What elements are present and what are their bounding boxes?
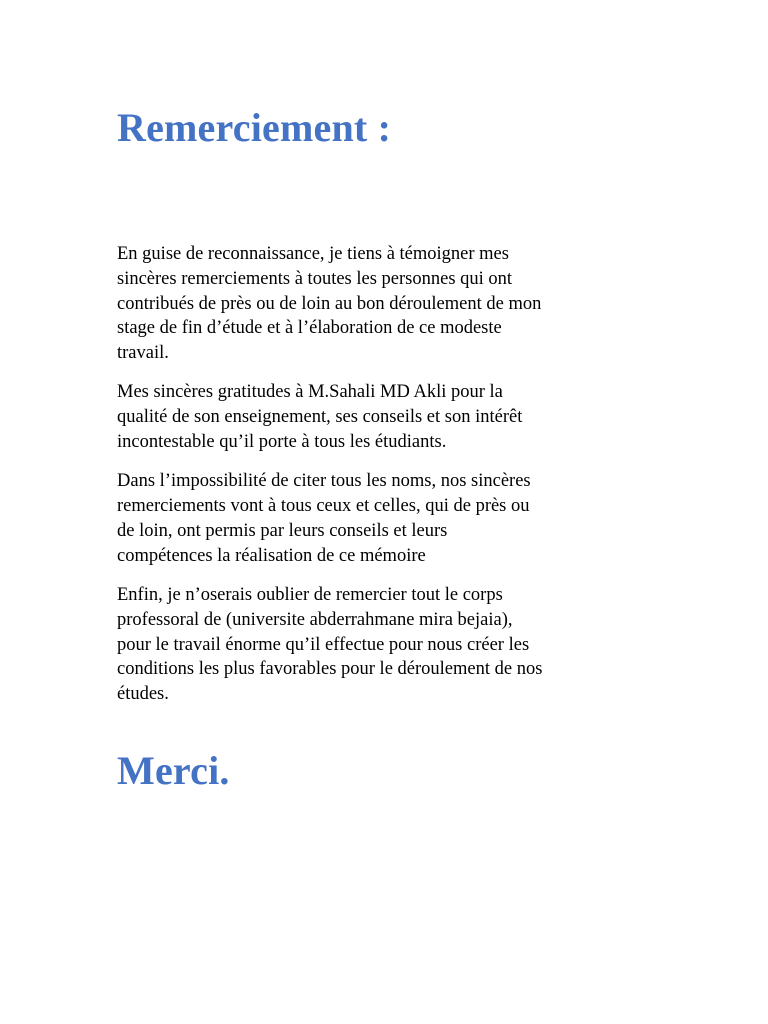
paragraph-supervisor-thanks: Mes sincères gratitudes à M.Sahali MD Akli pour la qualité de son enseignement, ses conseils et son intérêt incontestable qu’il porte à tous les étudiants. (117, 382, 523, 453)
body-text (117, 242, 677, 722)
paragraph-faculty-thanks: Enfin, je n’oserais oublier de remercier tout le corps professoral de (universite abderrahmane mira bejaia), pour le travail énorme qu’il effectue pour nous créer les conditions les plus favorables pour le déroulement de nos études. (117, 585, 543, 705)
paragraph-acknowledgement: En guise de reconnaissance, je tiens à témoigner mes sincères remerciements à toutes les personnes qui ont contribués de près ou de loin au bon déroulement de mon stage de fin d’étude et à l’élaboration de ce modeste travail. (117, 244, 542, 364)
closing-heading: Merci. (117, 748, 230, 793)
page-title: Remerciement : (117, 105, 392, 150)
paragraph-general-thanks: Dans l’impossibilité de citer tous les noms, nos sincères remerciements vont à tous ceux et celles, qui de près ou de loin, ont permis par leurs conseils et leurs compétences la réalisation de ce mémoire (117, 471, 531, 566)
